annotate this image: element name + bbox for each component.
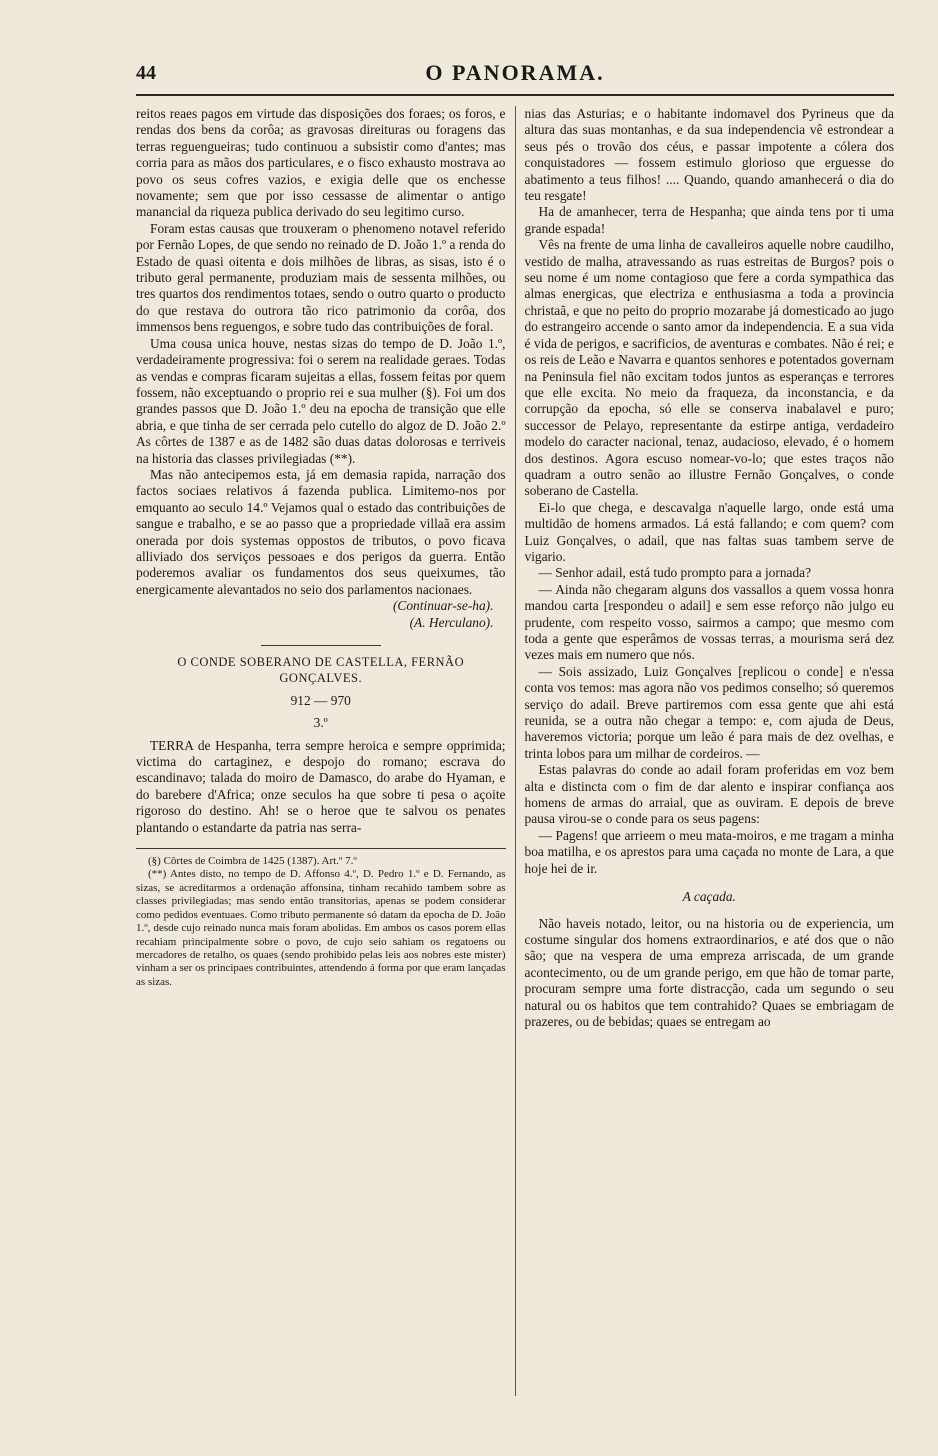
footnotes <box>136 848 506 989</box>
two-column-body <box>136 106 894 1396</box>
dialogue-line: — Ainda não chegaram alguns dos vassallos a quem vossa honra mandou carta [respondeu o adail] e sem esse reforço não julgo eu prudente, com respeito vosso, sairmos a campo; que mesmo com toda a gente que esperâmos de vossas terras, a mourisma será dez vezes mais em numero que nós. <box>524 581 894 663</box>
paragraph: Vês na frente de uma linha de cavalleiros aquelle nobre caudilho, vestido de malha, atravessando as ruas estreitas de Burgos? pois o seu nome é um nome contagioso que fere a corda sympathica das almas energicas, que electriza e enthusiasma a toda a provincia christaã, e que no peito do proprio mozarabe já domesticado ao jugo do estrangeiro accende o santo amor da independencia. E a sua vida é vida de perigos, e sacrificios, de aventuras e combates. Não é rei; e os reis de Leão e Navarra e quantos senhores e potentados governam na Peninsula fiel não excitam todos juntos as esperanças e terrores que elle excita. No meio da fraqueza, da inconstancia, e da corrupção da epocha, só elle se conserva inabalavel e puro; successor de Pelayo, representante da estirpe antiga, verdadeiro modelo do caracter nacional, tenaz, audacioso, elevado, é o homem dos destinos. Agora escuso nomear-vo-lo; que estes traços não quadram a outro senão ao illustre Fernão Gonçalves, o conde soberano de Castella. <box>524 237 894 499</box>
dialogue-line: — Senhor adail, está tudo prompto para a jornada? <box>538 565 812 581</box>
article-dates: 912 — 970 <box>290 692 351 708</box>
article-title: O CONDE SOBERANO DE CASTELLA, FERNÃO GONÇALVES. <box>177 655 465 686</box>
running-title: O PANORAMA. <box>425 60 605 85</box>
article-divider <box>261 645 381 646</box>
paragraph: Não haveis notado, leitor, ou na historia ou de experiencia, um costume singular dos homens extraordinarios, e até dos que o não são; que na vespera de uma empreza arriscada, de um grande acontecimento, ou de um grande perigo, em que hão de tomar parte, procuram sempre uma forte distracção, cada um segundo o seu natural ou os habitos que tem contrahido? Quaes se embriagam de prazeres, ou de bebidas; quaes se entregam ao <box>524 915 894 1029</box>
page-header <box>136 56 894 90</box>
paragraph: Ei-lo que chega, e descavalga n'aquelle largo, onde está uma multidão de homens armados. Lá está fallando; e com quem? com Luiz Gonçalves, o adail, que nas faltas suas tambem serve de vigario. <box>524 499 894 564</box>
footnote: (§) Côrtes de Coimbra de 1425 (1387). Art.º 7.º <box>148 855 357 868</box>
left-column <box>136 106 515 1396</box>
dialogue-line: — Pagens! que arrieem o meu mata-moiros, e me tragam a minha boa matilha, e os aprestos para uma caçada no monte de Lara, a que hoje hei de ir. <box>524 827 894 876</box>
paragraph: Estas palavras do conde ao adail foram proferidas em voz bem alta e distincta com o fim de dar alento e inspirar confiança aos homens de armas do arraial, que as ouviram. E depois de breve pausa virou-se o conde para os seus pagens: <box>524 762 894 827</box>
dialogue-line: — Sois assizado, Luiz Gonçalves [replicou o conde] e n'essa conta vos temos: mas agora não vos pedimos conselho; só queremos serviço do adail. Breve partiremos com essa gente que ahi está reunida, se a outra não chegar a tempo: e, com ajuda de Deus, haveremos victoria; porque um leão é para mais de dez ovelhas, e trinta lobos para um milhar de cordeiros. — <box>524 663 894 761</box>
header-rule <box>136 94 894 96</box>
paragraph: Mas não antecipemos esta, já em demasia rapida, narração dos factos sociaes relativos á fazenda publica. Limitemo-nos por emquanto ao seculo 14.º Vejamos qual o estado das contribuições de sangue e trabalho, e se ao passo que a propriedade villaã era assim onerada por dois systemas oppostos de tributos, o povo ficava alliviado dos serviços pessoaes e dos perigos da guerra. Então poderemos avaliar os fundamentos dos seus queixumes, tão energicamente alevantados no seio dos parlamentos nacionaes. <box>136 466 506 597</box>
paragraph: Ha de amanhecer, terra de Hespanha; que ainda tens por ti uma grande espada! <box>524 204 894 236</box>
paragraph: Uma cousa unica houve, nestas sizas do tempo de D. João 1.º, verdadeiramente progressiva: foi o serem na realidade geraes. Todas as vendas e compras ficaram sujeitas a ellas, fossem feitas por quem fossem, não exceptuando o proprio rei e sua mulher (§). Foi um dos grandes passos que D. João 1.º deu na epocha de transição que elle abria, e que tinha de ser cerrada pelo cutello do algoz de D. João 2.º As côrtes de 1387 e as de 1482 são duas datas dolorosas e terriveis na historia das classes privilegiadas (**). <box>136 335 506 466</box>
right-column <box>516 106 895 1396</box>
paragraph: TERRA de Hespanha, terra sempre heroica e sempre opprimida; victima do cartaginez, e despojo do romano; escrava do escandinavo; talada do moiro de Damasco, do arabe do Hyaman, e do barebere d'Africa; onze seculos ha que sobre ti pesa o açoite rigoroso do destino. Ah! se o heroe que te salvou os penates plantando o estandarte da patria nas serra- <box>136 737 506 835</box>
continuation-note: (Continuar-se-ha). <box>392 598 494 614</box>
footnote: (**) Antes disto, no tempo de D. Affonso 4.º, D. Pedro 1.º e D. Fernando, as sizas, se acreditarmos a ordenação affonsina, tinham recahido tambem sobre as classes privilegiadas; mas sendo então transitorias, apenas se podem considerar como pedidos eventuaes. Como tributo permanente só datam da epocha de D. João 1.º, desde cujo reinado nunca mais foram abolidas. Em ambos os casos porem ellas recahiam principalmente sobre o povo, de cujo seio sahiam os regatoens ou mercadores de retalho, os quaes (sendo prohibido pelas leis aos nobres este mister) vinham a ser os principaes contribuintes, attendendo á forma por que eram lançadas as sizas. <box>136 868 506 988</box>
article-part: 3.º <box>313 715 328 731</box>
page-number: 44 <box>136 62 156 84</box>
author-signature: (A. Herculano). <box>409 614 494 630</box>
section-heading: A caçada. <box>682 889 736 905</box>
paragraph: reitos reaes pagos em virtude das disposições dos foraes; os foros, e rendas dos bens da corôa; as gravosas direituras ou foragens das terras reguengueiras; tudo continuou a subsistir como d'antes; mas corria para as mãos dos particulares, e o fisco exhausto mostrava ao povo os seus cofres vazios, e exigia delle que os enchesse novamente; sem que por isso cessasse de alimentar o antigo manancial da riqueza publica derivado do seu legitimo curso. <box>136 106 506 220</box>
paragraph: nias das Asturias; e o habitante indomavel dos Pyrineus que da altura das suas montanhas, e da sua independencia vê estrondear a seus pés o trovão dos céus, e passar impotente a cólera dos conquistadores — fossem estimulo glorioso que erguesse do abatimento a teus filhos! .... Quando, quando amanhecerá o dia do teu resgate! <box>524 106 894 204</box>
paragraph: Foram estas causas que trouxeram o phenomeno notavel referido por Fernão Lopes, de que sendo no reinado de D. João 1.º a renda do Estado de quasi oitenta e dois milhões de libras, as sisas, isto é o tributo geral permanente, produziam mais de sessenta milhões, ou tres quartos dos rendimentos totaes, sendo o outro quarto o producto do que restava do outrora tão rico patrimonio da corôa, dos immensos bens reguengos, e sobre tudo das contribuições de foral. <box>136 220 506 335</box>
